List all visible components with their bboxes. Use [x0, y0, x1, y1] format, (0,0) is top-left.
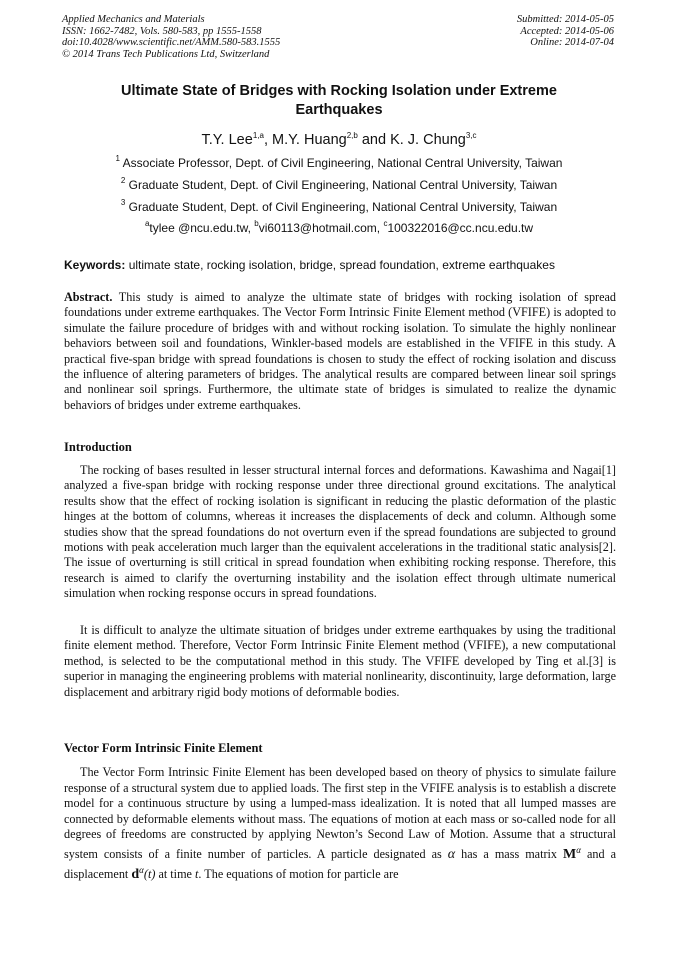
paper-title: Ultimate State of Bridges with Rocking Isolation under Extreme Earthquakes	[121, 83, 557, 118]
keywords-label: Keywords:	[64, 258, 126, 272]
introduction-heading: Introduction	[64, 440, 132, 454]
accepted-date: Accepted: 2014-05-06	[520, 25, 614, 37]
email-link: 100322016@cc.ncu.edu.tw	[387, 221, 534, 235]
affiliation-1: $^1$ Associate Professor, Dept. of Civil Engineering, National Central University, Taiwan	[115, 154, 563, 170]
journal-header	[62, 14, 280, 60]
keywords-text: ultimate state, rocking isolation, bridge, spread foundation, extreme earthquakes	[128, 258, 555, 272]
email-link: vi60113@hotmail.com,	[258, 221, 384, 235]
intro-paragraph-1: The rocking of bases resulted in lesser structural internal forces and deformations. Kawashima and Nagai[1] analyzed a five-span bridge with rocking response under three directional ground excitations. The analytical results show that the effect of rocking isolation is significant in reducing the plastic deformation of the plastic hinges at the bottom of columns, whereas it increases the displacements of deck and column. Although some studies show that the spread foundations do not overturn even if the spread foundations are subjected to ground motions with peak acceleration much larger than the equivalent accelerations in the traditional static analysis[2]. The issue of overturning is still critical in spread foundation when exhibiting rocking response. Therefore, this research is aimed to clarify the overturning instability and the isolation effect through ultimate numerical simulation when rocking response occurs in spread foundations.	[64, 463, 616, 601]
author-sup: 2,b	[346, 131, 358, 140]
intro-paragraph-2: It is difficult to analyze the ultimate situation of bridges under extreme earthquakes by using the traditional finite element method. Therefore, Vector Form Intrinsic Finite Element method (VFIFE), a new computational method, is selected to be the computational method in this study. The VFIFE developed by Ting et al.[3] is superior in managing the engineering problems with material nonlinearity, discontinuity, large deformation, large displacement and arbitrary rigid body motions of deformable bodies.	[64, 623, 616, 699]
journal-name: Applied Mechanics and Materials	[62, 14, 205, 25]
email-link: tylee @ncu.edu.tw,	[149, 221, 255, 235]
dates-header	[517, 14, 614, 49]
displacement-symbol: d	[131, 866, 140, 882]
vfife-paragraph: The Vector Form Intrinsic Finite Element has been developed based on theory of physics to simulate failure response of a structural system due to applied loads. The first step in the VFIFE analysis is to establish a discrete model for a continuous structure by using a lumped-mass idealization. It is noted that all lumped masses are connected by deformable elements without mass. The equations of motion at each mass or so-called node for all degrees of freedoms are constructed by applying Newton’s Second Law of Motion. Assume that a structural system consists of a finite number of particles. A particle designated as α has a mass matrix $M^\alpha$ and a displacement $d^\alpha(t)$ at time t. The equations of motion for particle are	[64, 765, 617, 882]
online-date: Online: 2014-07-04	[530, 37, 614, 49]
email-list: $^a$tylee @ncu.edu.tw, $^b$vi60113@hotmail.com, $^c$100322016@cc.ncu.edu.tw	[144, 219, 534, 235]
affiliation-3: $^3$ Graduate Student, Dept. of Civil Engineering, National Central University, Taiwan	[120, 198, 558, 214]
doi-line: doi:10.4028/www.scientific.net/AMM.580-583.1555	[62, 37, 281, 49]
copyright-line: © 2014 Trans Tech Publications Ltd, Switzerland	[62, 48, 270, 60]
author-sup: 1,a	[252, 131, 264, 140]
mass-matrix-symbol: M	[563, 847, 577, 863]
alpha-symbol: α	[447, 847, 456, 863]
author-list: T.Y. Lee$^{1,a}$, M.Y. Huang$^{2,b}$ and K. J. Chung$^{3,c}$	[201, 131, 477, 148]
vfife-text: The Vector Form Intrinsic Finite Element has been developed based on theory of physics to simulate failure response of a structural system due to applied loads. The first step in the VFIFE analysis is to establish a discrete model for a continuous structure by using a lumped-mass idealization. It is noted that all lumped masses are connected by deformable elements without mass. The equations of motion at each mass or so-called node for all degrees of freedoms are constructed by applying Newton’s Second Law of Motion. Assume that a structural system consists of a finite number of particles. A particle designated as	[64, 765, 616, 862]
author-name: T.Y. Lee	[201, 132, 253, 148]
issn-line: ISSN: 1662-7482, Vols. 580-583, pp 1555-1558	[62, 25, 262, 37]
keywords-line	[64, 258, 616, 272]
abstract-text: This study is aimed to analyze the ultimate state of bridges with rocking isolation of spread foundations under extreme earthquakes. The Vector Form Intrinsic Finite Element method (VFIFE) is adopted to simulate the failure procedure of bridges with and without rocking isolation. To simulate the highly nonlinear behaviors between soil and foundations, Winkler-based models are established in the VFIFE in this study. A practical five-span bridge with spread foundations is chosen to study the effect of rocking isolation and discuss the influence of altering parameters of bridges. The analytical results are compared between linear soil springs and nonlinear soil springs. Furthermore, the ultimate state of bridges is simulated to realize the dynamic behaviors of bridges under extreme earthquakes.	[64, 290, 617, 412]
author-name: M.Y. Huang	[272, 132, 347, 148]
affiliation-2: $^2$ Graduate Student, Dept. of Civil Engineering, National Central University, Taiwan	[120, 176, 558, 192]
abstract-label: Abstract.	[64, 290, 113, 304]
submitted-date: Submitted: 2014-05-05	[516, 14, 614, 25]
vfife-heading: Vector Form Intrinsic Finite Element	[64, 741, 263, 755]
author-name: K. J. Chung	[390, 132, 466, 148]
author-sup: 3,c	[465, 131, 477, 140]
abstract-paragraph	[64, 290, 616, 413]
